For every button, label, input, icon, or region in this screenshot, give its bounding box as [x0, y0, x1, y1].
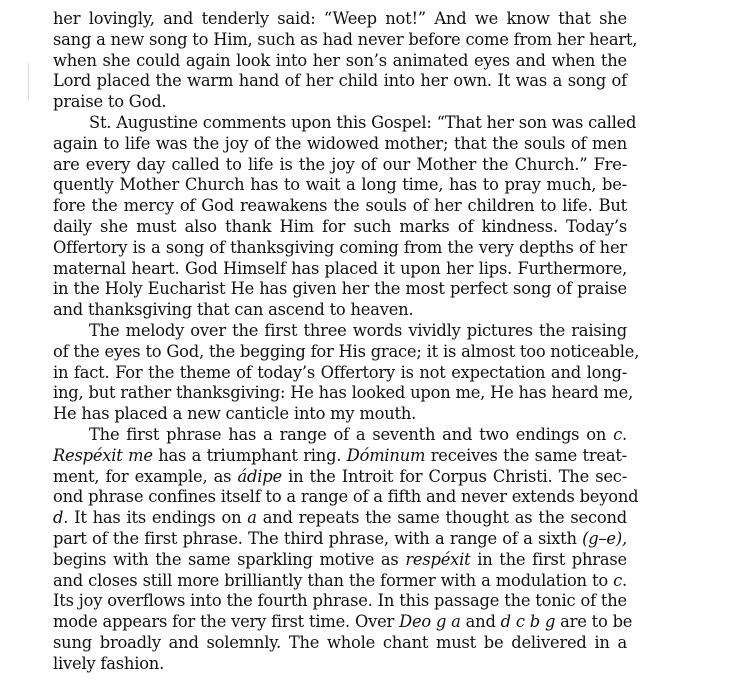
- text-line: part of the first phrase. The third phrase, with a range of a sixth (g–e),: [53, 528, 627, 548]
- text-line: in fact. For the theme of today’s Offertory is not expectation and long-: [53, 362, 627, 382]
- text-line: and closes still more brilliantly than the former with a modulation to c.: [53, 570, 627, 590]
- text-line: St. Augustine comments upon this Gospel: “That her son was called: [89, 112, 637, 132]
- text-line: and thanksgiving that can ascend to heaven.: [53, 300, 414, 320]
- text-line: again to life was the joy of the widowed mother; that the souls of men: [53, 133, 627, 153]
- text-body: [53, 9, 640, 675]
- text-line: He has placed a new canticle into my mouth.: [53, 404, 417, 424]
- text-line: Lord placed the warm hand of her child into her own. It was a song of: [53, 71, 627, 91]
- text-line: lively fashion.: [53, 653, 165, 673]
- text-line: Offertory is a song of thanksgiving coming from the very depths of her: [53, 237, 627, 257]
- text-line: quently Mother Church has to wait a long time, has to pray much, be-: [53, 175, 627, 195]
- text-line: begins with the same sparkling motive as respéxit in the first phrase: [53, 549, 627, 569]
- text-line: maternal heart. God Himself has placed it upon her lips. Furthermore,: [53, 258, 627, 278]
- text-line: Its joy overflows into the fourth phrase. In this passage the tonic of the: [53, 591, 627, 611]
- text-line: d. It has its endings on a and repeats the same thought as the second: [53, 508, 627, 528]
- text-line: sung broadly and solemnly. The whole chant must be delivered in a: [53, 632, 627, 652]
- text-line: when she could again look into her son’s animated eyes and when the: [53, 50, 627, 70]
- margin-mark: [28, 63, 29, 101]
- text-line: Respéxit me has a triumphant ring. Dóminum receives the same treat-: [53, 445, 627, 465]
- text-line: ment, for example, as ádipe in the Introit for Corpus Christi. The sec-: [53, 466, 628, 486]
- text-line: The melody over the first three words vividly pictures the raising: [89, 320, 627, 340]
- text-line: fore the mercy of God reawakens the souls of her children to life. But: [53, 196, 627, 216]
- text-line: daily she must also thank Him for such marks of kindness. Today’s: [53, 216, 627, 236]
- text-line: her lovingly, and tenderly said: “Weep not!” And we know that she: [53, 9, 627, 28]
- text-line: ond phrase confines itself to a range of a fifth and never extends beyond: [53, 487, 639, 507]
- text-line: are every day called to life is the joy of our Mother the Church.” Fre-: [53, 154, 627, 174]
- text-line: in the Holy Eucharist He has given her the most perfect song of praise: [53, 279, 627, 299]
- text-line: ing, but rather thanksgiving: He has looked upon me, He has heard me,: [53, 383, 634, 403]
- text-line: mode appears for the very first time. Over Deo g a and d c b g are to be: [53, 612, 633, 632]
- text-line: of the eyes to God, the begging for His grace; it is almost too noticeable,: [53, 341, 640, 361]
- text-line: sang a new song to Him, such as had never before come from her heart,: [53, 29, 638, 49]
- text-line: praise to God.: [53, 92, 167, 112]
- text-line: The first phrase has a range of a seventh and two endings on c.: [89, 424, 627, 444]
